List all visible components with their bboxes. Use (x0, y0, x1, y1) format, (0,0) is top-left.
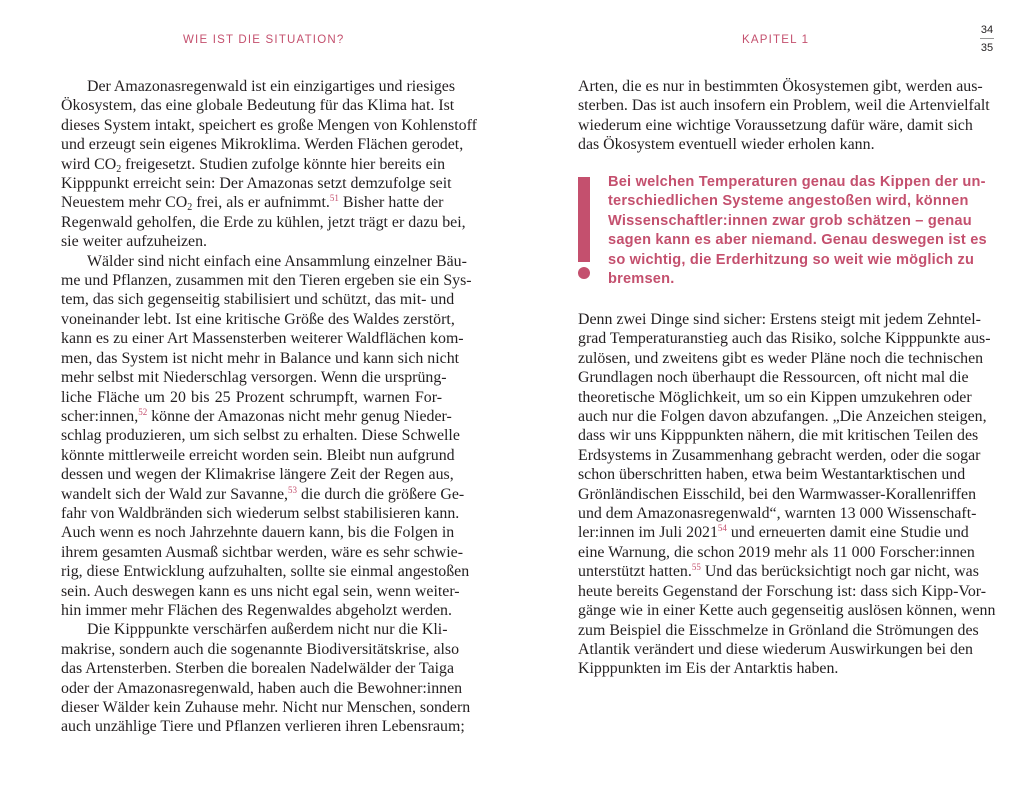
text-line: tem, das sich gegenseitig stabilisiert und schützt, das mit- und (61, 291, 455, 309)
text-span: freigesetzt. Studien zufolge könnte hier bereits ein (121, 155, 446, 173)
text-line: wiederum eine wichtige Voraussetzung dafür wäre, damit sich (578, 116, 973, 134)
text-line: sie weiter aufzuheizen. (61, 233, 208, 251)
text-line: Kipppunkt erreicht sein: Der Amazonas setzt demzufolge seit (61, 175, 452, 193)
text-line: dass wir uns Kipppunkten nähern, die mit kritischen Teilen des (578, 427, 979, 445)
text-line: Ökosystem, das eine globale Bedeutung für das Klima hat. Ist (61, 97, 455, 115)
text-line: auch nur die Folgen davon abzufangen. „Die Anzeichen steigen, (578, 408, 987, 426)
footnote-ref[interactable]: 54 (717, 523, 727, 534)
left-paragraph-1 (61, 77, 477, 252)
footnote-ref[interactable]: 55 (691, 562, 701, 573)
text-line: Kipppunkten im Eis der Antarktis haben. (578, 660, 839, 678)
text-line: liche Fläche um 20 bis 25 Prozent schrumpft, warnen For- (61, 388, 442, 406)
pull-quote-text (608, 173, 987, 289)
text-line: me und Pflanzen, zusammen mit den Tieren ergeben sie ein Sys- (61, 272, 472, 290)
text-span: unterstützt hatten. (578, 563, 692, 581)
text-line: sein. Auch deswegen kann es uns nicht egal sein, wenn weiter- (61, 582, 460, 600)
text-line: dieser Wälder kein Zuhause mehr. Nicht nur Menschen, sondern (61, 699, 471, 716)
text-line (61, 484, 465, 504)
text-line: kann es zu einer Art Massensterben weiterer Waldflächen kom- (61, 330, 464, 348)
text-line: theoretische Möglichkeit, um so ein Kippen umzukehren oder (578, 388, 972, 406)
text-line: Grönländischen Eisschild, bei den Warmwasser-Korallenriffen (578, 485, 977, 503)
quote-line: Bei welchen Temperaturen genau das Kippen der un- (608, 174, 986, 190)
text-line: zum Beispiel die Eisschmelze in Grönland die Strömungen des (578, 621, 979, 639)
right-paragraph-2 (578, 310, 996, 679)
text-span: Und das berücksichtigt noch gar nicht, was (700, 563, 979, 581)
quote-line: bremsen. (608, 271, 675, 288)
text-line (61, 155, 446, 175)
text-line: fahr von Waldbränden sich wiederum selbst stabilisieren kann. (61, 504, 460, 522)
quote-line: so wichtig, die Erderhitzung so weit wie möglich zu (608, 251, 975, 268)
text-line: Die Kipppunkte verschärfen außerdem nicht nur die Kli- (87, 621, 448, 639)
left-page-body (61, 77, 477, 737)
text-line (61, 406, 452, 426)
text-line: oder der Amazonasregenwald, haben auch die Bewohner:innen (61, 679, 463, 697)
text-span: könne der Amazonas nicht mehr genug Nieder- (147, 407, 452, 425)
exclamation-dot-icon (578, 267, 590, 279)
text-line: dessen und wegen der Klimakrise längere Zeit der Regen aus, (61, 466, 454, 484)
text-line (578, 562, 979, 581)
text-line: hin immer mehr Flächen des Regenwaldes abgeholzt werden. (61, 601, 452, 619)
text-line: Arten, die es nur in bestimmten Ökosystemen gibt, werden aus- (578, 78, 983, 95)
quote-line: terschiedlichen Systeme angestoßen wird, können (608, 193, 969, 210)
text-span: Neuestem mehr CO (61, 194, 188, 212)
text-span: ler:innen im Juli 2021 (578, 524, 718, 542)
text-line: Grundlagen noch überhaupt die Ressourcen, oft nicht mal die (578, 369, 969, 387)
text-span: wird CO (61, 155, 117, 173)
text-line: sterben. Das ist auch insofern ein Problem, weil die Artenvielfalt (578, 97, 990, 115)
text-line: Denn zwei Dinge sind sicher: Erstens steigt mit jedem Zehntel- (578, 311, 981, 328)
text-span: scher:innen, (61, 407, 139, 425)
text-span: die durch die größere Ge- (297, 485, 465, 503)
text-line: das Ökosystem eventuell wieder erholen kann. (578, 136, 875, 154)
text-line: schon überschritten haben, etwa beim Westantarktischen und (578, 466, 966, 484)
text-span: und erneuerten damit eine Studie und (726, 524, 969, 542)
subscript: 2 (187, 202, 193, 214)
footnote-ref[interactable]: 51 (329, 193, 339, 204)
text-line: rig, diese Entwicklung aufzuhalten, sollte sie einmal angestoßen (61, 563, 470, 581)
text-line (61, 193, 442, 212)
text-line: Wälder sind nicht einfach eine Ansammlung einzelner Bäu- (87, 252, 467, 270)
footnote-ref[interactable]: 53 (288, 484, 297, 495)
text-line: Der Amazonasregenwald ist ein einzigartiges und riesiges (87, 78, 456, 95)
quote-line: sagen kann es aber niemand. Genau deswegen ist es (608, 232, 987, 249)
text-line: Regenwald geholfen, die Erde zu kühlen, jetzt trägt er dazu bei, (61, 213, 466, 231)
text-line: Auch wenn es noch Jahrzehnte dauern kann, bis die Folgen in (61, 524, 455, 542)
text-line (578, 523, 969, 542)
text-line: zulösen, und zweitens gibt es weder Pläne noch die technischen (578, 349, 984, 367)
text-line: das Artensterben. Sterben die borealen Nadelwälder der Taiga (61, 660, 455, 678)
text-line: makrise, sondern auch die sogenannte Biodiversitätskrise, also (61, 640, 460, 658)
text-line: grad Temperaturanstieg auch das Risiko, solche Kipppunkte aus- (578, 330, 991, 348)
text-line: mehr selbst mit Niederschlag versorgen. Wenn die ursprüng- (61, 369, 447, 387)
running-header-right: KAPITEL 1 (742, 34, 810, 46)
right-paragraph-1 (578, 77, 990, 155)
left-paragraph-3 (61, 620, 471, 736)
pull-quote (578, 173, 987, 288)
text-line: ihrem gesamten Ausmaß sichtbar werden, wäre es sehr schwie- (61, 543, 463, 561)
footnote-ref[interactable]: 52 (138, 406, 148, 417)
text-line: Atlantik verändert und diese wiederum Auswirkungen bei den (578, 640, 973, 658)
page-number-right: 35 (980, 42, 994, 54)
page-number-divider (980, 38, 994, 39)
quote-line: Wissenschaftler:innen zwar grob schätzen – genau (608, 212, 972, 229)
exclamation-bar-icon (578, 177, 590, 262)
text-line: Erdsystems in Zusammenhang gebracht werden, oder die sogar (578, 446, 981, 464)
text-line: schlag produzieren, um sich selbst zu erhalten. Diese Schwelle (61, 427, 460, 445)
page-numbers (976, 24, 998, 54)
right-page-body (578, 77, 990, 155)
text-span: wandelt sich der Wald zur Savanne, (61, 485, 288, 503)
text-line: und dem Amazonasregenwald“, warnten 13 000 Wissenschaft- (578, 505, 977, 523)
text-line: dieses System intakt, speichert es große Mengen von Kohlenstoff (61, 116, 477, 134)
text-line: eine Warnung, die schon 2019 mehr als 11 000 Forscher:innen (578, 543, 975, 561)
left-paragraph-2 (61, 252, 472, 621)
text-line: voneinander lebt. Ist eine kritische Größe des Waldes zerstört, (61, 310, 455, 328)
subscript: 2 (116, 163, 122, 175)
text-line: könnte mittlerweile erreicht worden sein. Bleibt nun aufgrund (61, 446, 455, 464)
page-number-left: 34 (980, 24, 994, 36)
running-header-left: WIE IST DIE SITUATION? (183, 34, 345, 46)
text-line: men, das System ist nicht mehr in Balance und kann sich nicht (61, 349, 460, 367)
text-line: und erzeugt sein eigenes Mikroklima. Werden Flächen gerodet, (61, 136, 464, 154)
text-span: frei, als er aufnimmt. (192, 194, 330, 212)
text-line: auch unzählige Tiere und Pflanzen verlieren ihren Lebensraum; (61, 718, 465, 736)
text-span: Bisher hatte der (338, 194, 444, 212)
text-line: heute bereits Gegenstand der Forschung ist: dass sich Kipp-Vor- (578, 582, 987, 600)
text-line: gänge wie in einer Kette auch gegenseitig auslösen können, wenn (578, 602, 996, 620)
